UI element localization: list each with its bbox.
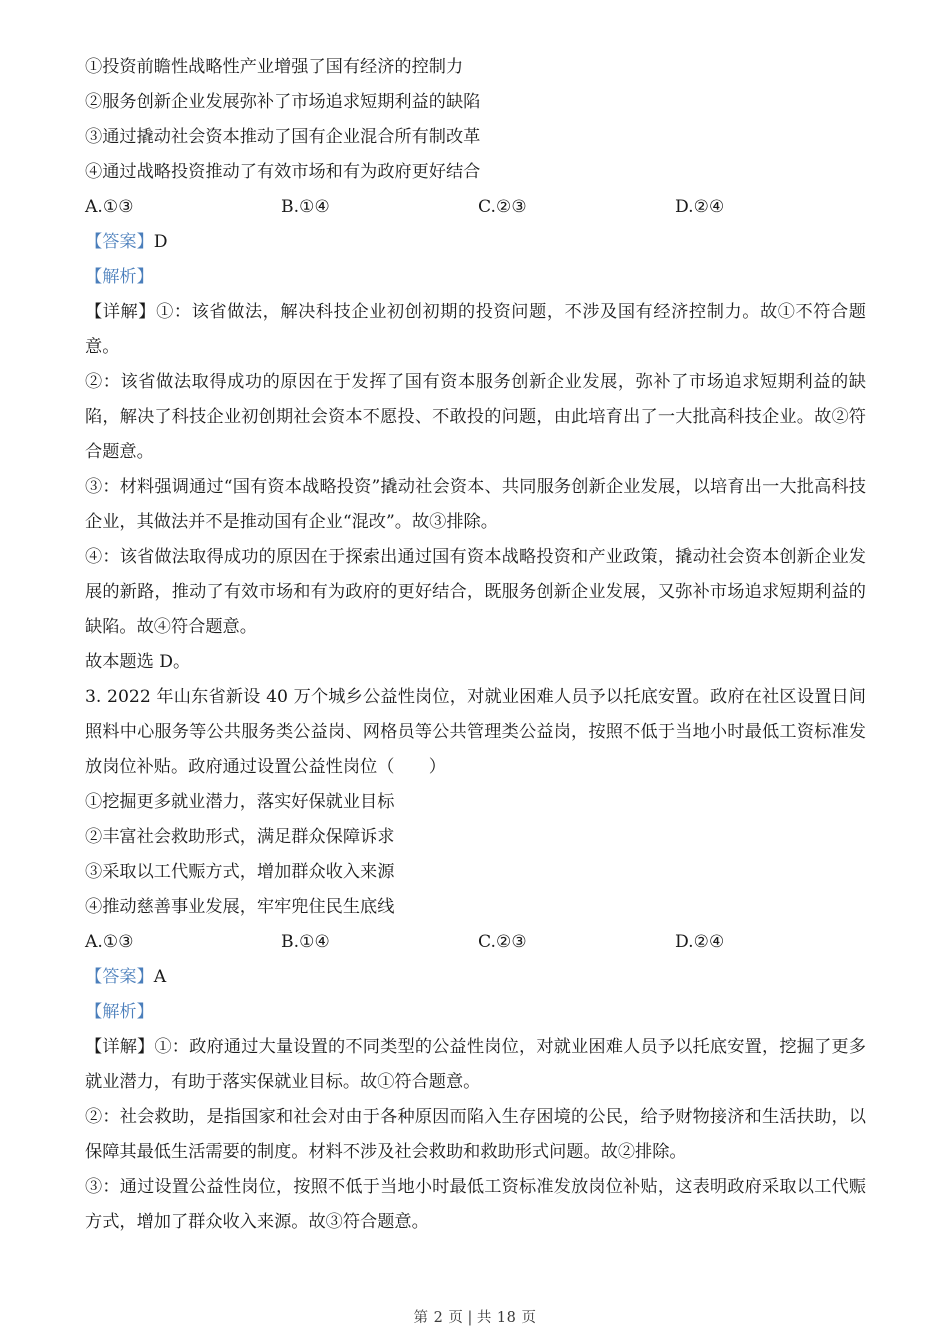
q2-option-a-letter: A. xyxy=(85,197,103,217)
q3-option-d-letter: D. xyxy=(675,932,694,952)
q3-detail-text-1: ①：政府通过大量设置的不同类型的公益性岗位，对就业困难人员予以托底安置，挖掘了更多就业潜力，有助于落实保就业目标。故①符合题意。 xyxy=(85,1037,866,1092)
q2-option-c-text: ②③ xyxy=(496,197,527,217)
q3-analysis-label: 【解析】 xyxy=(85,1002,154,1022)
q2-option-c-letter: C. xyxy=(478,197,497,217)
q2-answer-line xyxy=(85,225,866,260)
q2-detail-paragraph-2: ②：该省做法取得成功的原因在于发挥了国有资本服务创新企业发展，弥补了市场追求短期利益的缺陷，解决了科技企业初创期社会资本不愿投、不敢投的问题，由此培育出了一大批高科技企业。故②符合题意。 xyxy=(85,372,866,462)
page-footer xyxy=(0,1308,950,1328)
q3-option-a-text: ①③ xyxy=(102,932,134,952)
q2-detail-paragraph-4: ④：该省做法取得成功的原因在于探索出通过国有资本战略投资和产业政策，撬动社会资本创新企业发展的新路，推动了有效市场和有为政府的更好结合，既服务创新企业发展，又弥补市场追求短期利益的缺陷。故④符合题意。 xyxy=(85,547,866,637)
q2-statement-2: ②服务创新企业发展弥补了市场追求短期利益的缺陷 xyxy=(85,92,481,112)
q2-option-a[interactable] xyxy=(85,190,134,225)
q2-detail-label: 【详解】 xyxy=(85,302,157,322)
q2-option-b-text: ①④ xyxy=(299,197,330,217)
footer-separator: | xyxy=(467,1310,473,1326)
q3-detail-paragraph-2: ②：社会救助，是指国家和社会对由于各种原因而陷入生存困境的公民，给予财物接济和生活扶助，以保障其最低生活需要的制度。材料不涉及社会救助和救助形式问题。故②排除。 xyxy=(85,1107,866,1162)
q2-statement-1: ①投资前瞻性战略性产业增强了国有经济的控制力 xyxy=(85,57,464,77)
q2-statement-3: ③通过撬动社会资本推动了国有企业混合所有制改革 xyxy=(85,127,481,147)
footer-total-pages: 共 18 页 xyxy=(476,1310,537,1326)
q3-option-d-text: ②④ xyxy=(693,932,725,952)
q3-statement-3: ③采取以工代赈方式，增加群众收入来源 xyxy=(85,862,395,882)
q2-statement-4: ④通过战略投资推动了有效市场和有为政府更好结合 xyxy=(85,162,481,182)
q3-detail-label: 【详解】 xyxy=(85,1037,155,1057)
footer-page-number: 第 2 页 xyxy=(413,1310,464,1326)
q3-statement-2: ②丰富社会救助形式，满足群众保障诉求 xyxy=(85,827,395,847)
q2-answer-label: 【答案】 xyxy=(85,232,154,252)
q3-option-a[interactable] xyxy=(85,925,134,960)
q2-option-d-text: ②④ xyxy=(693,197,725,217)
q3-answer-label: 【答案】 xyxy=(85,967,154,987)
q2-detail-paragraph-1 xyxy=(85,295,866,365)
q2-option-b-letter: B. xyxy=(281,197,300,217)
q3-option-b[interactable] xyxy=(281,925,330,960)
q3-option-a-letter: A. xyxy=(85,932,103,952)
q2-options-row xyxy=(85,190,866,225)
q2-option-d-letter: D. xyxy=(675,197,694,217)
q3-option-d[interactable] xyxy=(675,925,724,960)
q3-stem: 3. 2022 年山东省新设 40 万个城乡公益性岗位，对就业困难人员予以托底安置。政府在社区设置日间照料中心服务等公共服务类公益岗、网格员等公共管理类公益岗，按照不低于当地小时最低工资标准发放岗位补贴。政府通过设置公益性岗位（ ） xyxy=(85,687,866,777)
q3-option-c-letter: C. xyxy=(478,932,497,952)
q2-detail-text-1: ①：该省做法，解决科技企业初创初期的投资问题，不涉及国有经济控制力。故①不符合题意。 xyxy=(85,302,866,357)
q3-analysis-line xyxy=(85,995,866,1030)
q3-option-b-text: ①④ xyxy=(299,932,330,952)
q2-detail-paragraph-3: ③：材料强调通过“国有资本战略投资”撬动社会资本、共同服务创新企业发展，以培育出一大批高科技企业，其做法并不是推动国有企业“混改”。故③排除。 xyxy=(85,477,866,532)
q3-option-c-text: ②③ xyxy=(496,932,527,952)
q2-conclusion: 故本题选 D。 xyxy=(85,652,191,672)
q2-option-a-text: ①③ xyxy=(102,197,134,217)
q3-option-c[interactable] xyxy=(478,925,527,960)
page-content xyxy=(85,50,866,1240)
q3-answer-value: A xyxy=(153,967,167,987)
q3-detail-paragraph-1 xyxy=(85,1030,866,1100)
q2-answer-value: D xyxy=(153,232,168,252)
q3-statement-1: ①挖掘更多就业潜力，落实好保就业目标 xyxy=(85,792,395,812)
q3-statement-4: ④推动慈善事业发展，牢牢兜住民生底线 xyxy=(85,897,395,917)
q3-answer-line xyxy=(85,960,866,995)
q3-options-row xyxy=(85,925,866,960)
q2-analysis-label: 【解析】 xyxy=(85,267,154,287)
q2-option-c[interactable] xyxy=(478,190,527,225)
q3-detail-paragraph-3: ③：通过设置公益性岗位，按照不低于当地小时最低工资标准发放岗位补贴，这表明政府采取以工代赈方式，增加了群众收入来源。故③符合题意。 xyxy=(85,1177,866,1232)
q2-option-b[interactable] xyxy=(281,190,330,225)
q2-option-d[interactable] xyxy=(675,190,724,225)
q3-option-b-letter: B. xyxy=(281,932,300,952)
q2-analysis-line xyxy=(85,260,866,295)
